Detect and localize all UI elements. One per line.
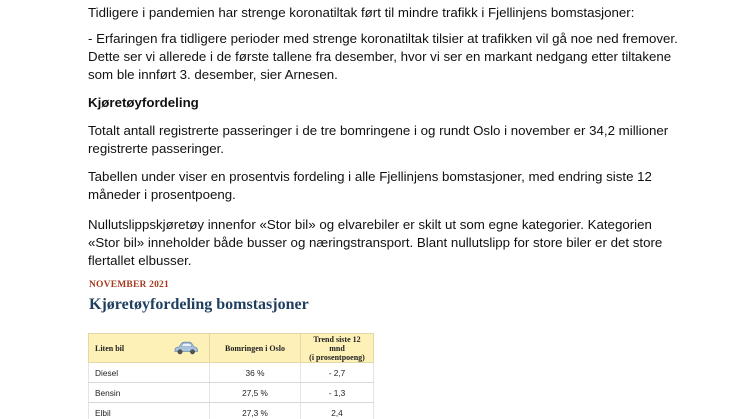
header-trend-line2: (i prosentpoeng) <box>309 352 365 362</box>
row-label: Bensin <box>89 383 210 403</box>
row-trend: - 2,7 <box>301 363 374 383</box>
row-label: Diesel <box>89 363 210 383</box>
header-category <box>89 334 210 363</box>
row-share: 27,3 % <box>210 403 301 419</box>
header-trend <box>301 334 374 363</box>
car-icon <box>173 341 199 355</box>
paragraph-total-passages: Totalt antall registrerte passeringer i de tre bomringene i og rundt Oslo i november er 34,2 millioner registrerte passeringer. <box>88 123 669 156</box>
paragraph-quote-arnesen: - Erfaringen fra tidligere perioder med strenge koronatiltak tilsier at trafikken vil gå noe ned fremover. Dette ser vi allerede i de første tallene fra desember, hvor vi ser en markant nedgang etter tiltakene som ble innført 3. desember, sier Arnesen. <box>88 31 678 82</box>
table-row <box>89 363 374 383</box>
figure-title: Kjøretøyfordeling bomstasjoner <box>89 296 309 313</box>
section-heading-vehicle-distribution: Kjøretøyfordeling <box>88 95 199 110</box>
figure-month-label: NOVEMBER 2021 <box>89 280 169 290</box>
table-row <box>89 383 374 403</box>
vehicle-distribution-table <box>88 333 374 419</box>
paragraph-zero-emission-note: Nullutslippskjøretøy innenfor «Stor bil» og elvarebiler er skilt ut som egne kategorier. Kategorien «Stor bil» inneholder både busser og næringstransport. Blant nullutslipp for store biler er det store flertallet elbusser. <box>88 217 663 268</box>
table-header-row <box>89 334 374 363</box>
paragraph-table-description: Tabellen under viser en prosentvis fordeling i alle Fjellinjens bomstasjoner, med endring siste 12 måneder i prosentpoeng. <box>88 169 652 202</box>
header-oslo-ring: Bomringen i Oslo <box>210 334 301 363</box>
row-share: 36 % <box>210 363 301 383</box>
header-category-label: Liten bil <box>95 343 125 353</box>
row-label: Elbil <box>89 403 210 419</box>
table-row <box>89 403 374 419</box>
row-trend: 2,4 <box>301 403 374 419</box>
row-trend: - 1,3 <box>301 383 374 403</box>
paragraph-pandemic-intro: Tidligere i pandemien har strenge koronatiltak ført til mindre trafikk i Fjellinjens bomstasjoner: <box>88 5 635 20</box>
header-trend-line1: Trend siste 12 mnd <box>313 334 361 353</box>
row-share: 27,5 % <box>210 383 301 403</box>
